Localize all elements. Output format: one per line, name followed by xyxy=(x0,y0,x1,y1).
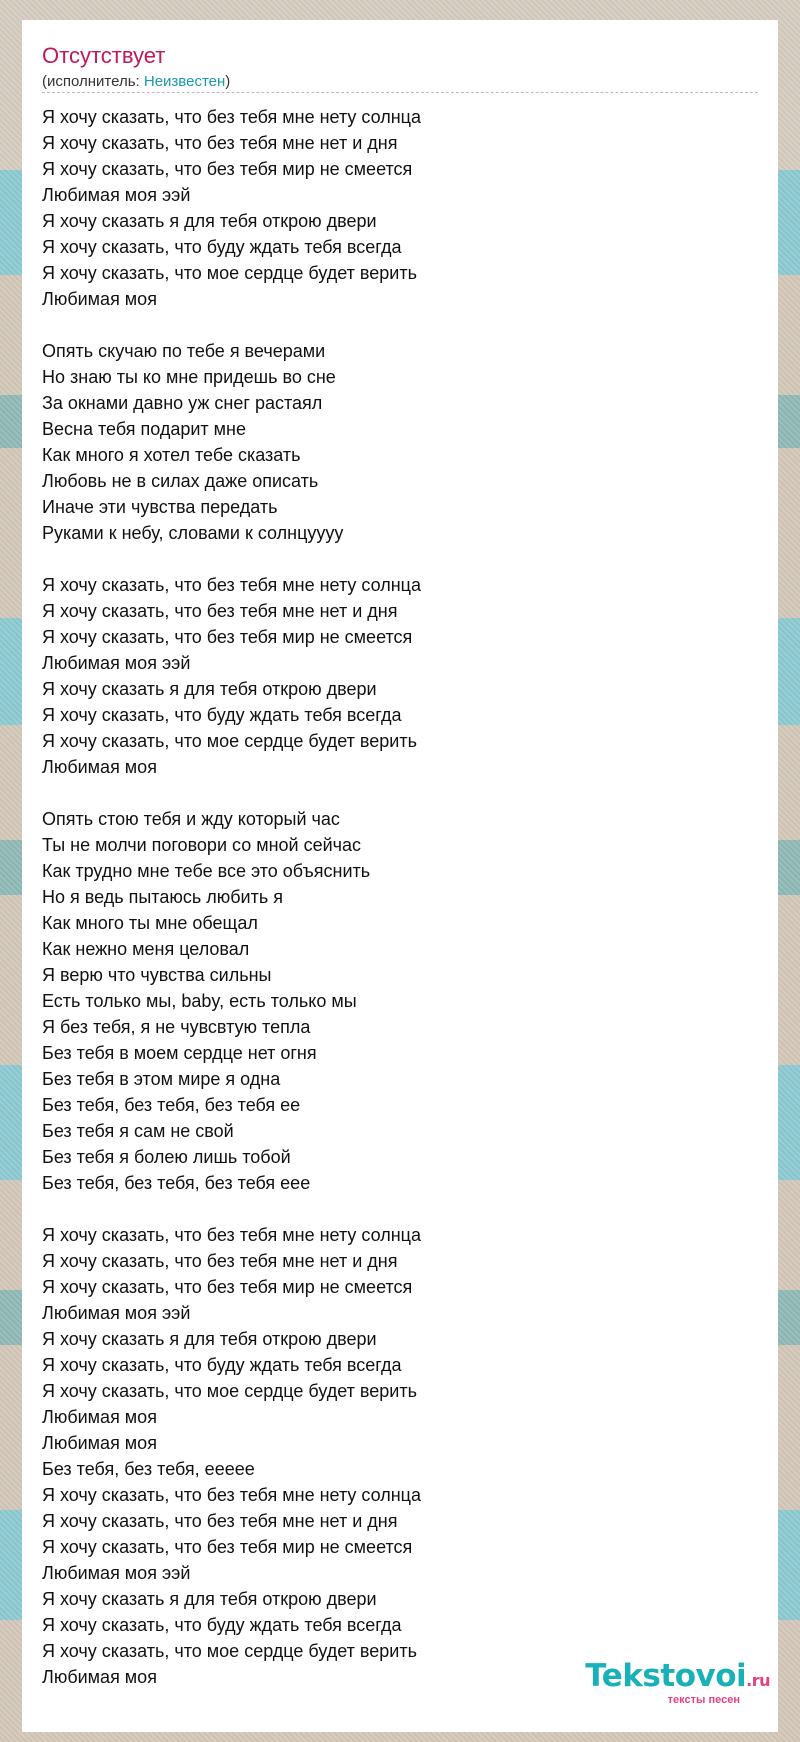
lyric-line: Опять скучаю по тебе я вечерами xyxy=(42,341,326,361)
song-title: Отсутствует xyxy=(42,43,166,68)
lyric-line: Без тебя, без тебя, без тебя еее xyxy=(42,1173,311,1193)
lyric-line: Иначе эти чувства передать xyxy=(42,497,278,517)
lyric-line: Я хочу сказать, что мое сердце будет верить xyxy=(42,1641,417,1661)
artist-prefix: (исполнитель: xyxy=(42,73,144,90)
lyric-line: Я хочу сказать, что без тебя мне нету солнца xyxy=(42,575,421,595)
lyric-line: Любимая моя xyxy=(42,1433,157,1453)
artist-suffix: ) xyxy=(225,73,231,90)
lyric-line: Без тебя, без тебя, без тебя ее xyxy=(42,1095,301,1115)
divider xyxy=(42,92,758,93)
site-logo[interactable] xyxy=(585,1659,770,1706)
lyric-line: Я хочу сказать я для тебя открою двери xyxy=(42,679,377,699)
lyric-line: Любимая моя ээй xyxy=(42,1303,191,1323)
lyric-line: Я хочу сказать я для тебя открою двери xyxy=(42,211,377,231)
lyric-line: Как много я хотел тебе сказать xyxy=(42,445,301,465)
lyric-line: Любимая моя xyxy=(42,1407,157,1427)
logo-tagline: тексты песен xyxy=(667,1694,740,1706)
logo-wordmark xyxy=(585,1659,770,1698)
lyric-line: Я хочу сказать, что буду ждать тебя всегда xyxy=(42,237,402,257)
lyric-line: Как много ты мне обещал xyxy=(42,913,258,933)
lyric-line: Есть только мы, baby, есть только мы xyxy=(42,991,357,1011)
lyric-line: Я хочу сказать, что буду ждать тебя всегда xyxy=(42,1355,402,1375)
lyric-line: Я хочу сказать, что без тебя мир не смеется xyxy=(42,1277,413,1297)
artist-line xyxy=(42,72,230,92)
lyrics-text xyxy=(42,104,742,1716)
lyric-line: Любимая моя ээй xyxy=(42,1563,191,1583)
stanza xyxy=(42,338,742,546)
lyric-line: Я верю что чувства сильны xyxy=(42,965,272,985)
lyric-line: Я хочу сказать, что без тебя мне нету солнца xyxy=(42,1485,421,1505)
lyric-line: Без тебя, без тебя, еееее xyxy=(42,1459,255,1479)
stanza xyxy=(42,572,742,780)
stanza xyxy=(42,104,742,312)
lyric-line: Любимая моя xyxy=(42,757,157,777)
lyric-line: Я хочу сказать, что без тебя мне нет и дня xyxy=(42,601,398,621)
lyric-line: Я хочу сказать, что без тебя мне нету солнца xyxy=(42,107,421,127)
logo-name: Tekstovoi xyxy=(585,1658,747,1694)
lyric-line: Любимая моя ээй xyxy=(42,653,191,673)
lyric-line: Опять стою тебя и жду который час xyxy=(42,809,340,829)
lyric-line: Я хочу сказать, что буду ждать тебя всегда xyxy=(42,705,402,725)
lyric-line: Я хочу сказать, что без тебя мне нету солнца xyxy=(42,1225,421,1245)
lyric-line: Я хочу сказать я для тебя открою двери xyxy=(42,1589,377,1609)
lyric-line: Я хочу сказать, что мое сердце будет верить xyxy=(42,731,417,751)
lyric-line: Я хочу сказать, что без тебя мир не смеется xyxy=(42,1537,413,1557)
lyric-line: Но знаю ты ко мне придешь во сне xyxy=(42,367,336,387)
artist-link[interactable]: Неизвестен xyxy=(143,73,226,90)
lyric-line: Ты не молчи поговори со мной сейчас xyxy=(42,835,362,855)
lyric-line: Я хочу сказать, что без тебя мне нет и дня xyxy=(42,1511,398,1531)
lyric-line: Я хочу сказать, что без тебя мне нет и дня xyxy=(42,133,398,153)
lyric-line: Я хочу сказать я для тебя открою двери xyxy=(42,1329,377,1349)
lyric-line: Без тебя я сам не свой xyxy=(42,1121,234,1141)
lyric-line: Я хочу сказать, что без тебя мне нет и дня xyxy=(42,1251,398,1271)
lyric-line: Я хочу сказать, что мое сердце будет верить xyxy=(42,1381,417,1401)
lyric-line: Руками к небу, словами к солнцуууу xyxy=(42,523,344,543)
lyric-line: Без тебя в этом мире я одна xyxy=(42,1069,281,1089)
lyric-line: Без тебя в моем сердце нет огня xyxy=(42,1043,317,1063)
lyric-line: Я без тебя, я не чувсвтую тепла xyxy=(42,1017,311,1037)
lyric-line: Но я ведь пытаюсь любить я xyxy=(42,887,283,907)
lyric-line: Весна тебя подарит мне xyxy=(42,419,246,439)
lyric-line: Как нежно меня целовал xyxy=(42,939,250,959)
lyric-line: За окнами давно уж снег растаял xyxy=(42,393,323,413)
lyric-line: Любимая моя xyxy=(42,289,157,309)
lyrics-card xyxy=(22,20,778,1732)
lyric-line: Любимая моя xyxy=(42,1667,157,1687)
lyric-line: Как трудно мне тебе все это объяснить xyxy=(42,861,371,881)
lyric-line: Без тебя я болею лишь тобой xyxy=(42,1147,291,1167)
lyric-line: Я хочу сказать, что без тебя мир не смеется xyxy=(42,159,413,179)
lyric-line: Я хочу сказать, что буду ждать тебя всегда xyxy=(42,1615,402,1635)
lyric-line: Любовь не в силах даже описать xyxy=(42,471,319,491)
stanza xyxy=(42,1222,742,1690)
stanza xyxy=(42,806,742,1196)
logo-tld: .ru xyxy=(746,1671,770,1690)
lyric-line: Любимая моя ээй xyxy=(42,185,191,205)
lyric-line: Я хочу сказать, что мое сердце будет верить xyxy=(42,263,417,283)
lyric-line: Я хочу сказать, что без тебя мир не смеется xyxy=(42,627,413,647)
